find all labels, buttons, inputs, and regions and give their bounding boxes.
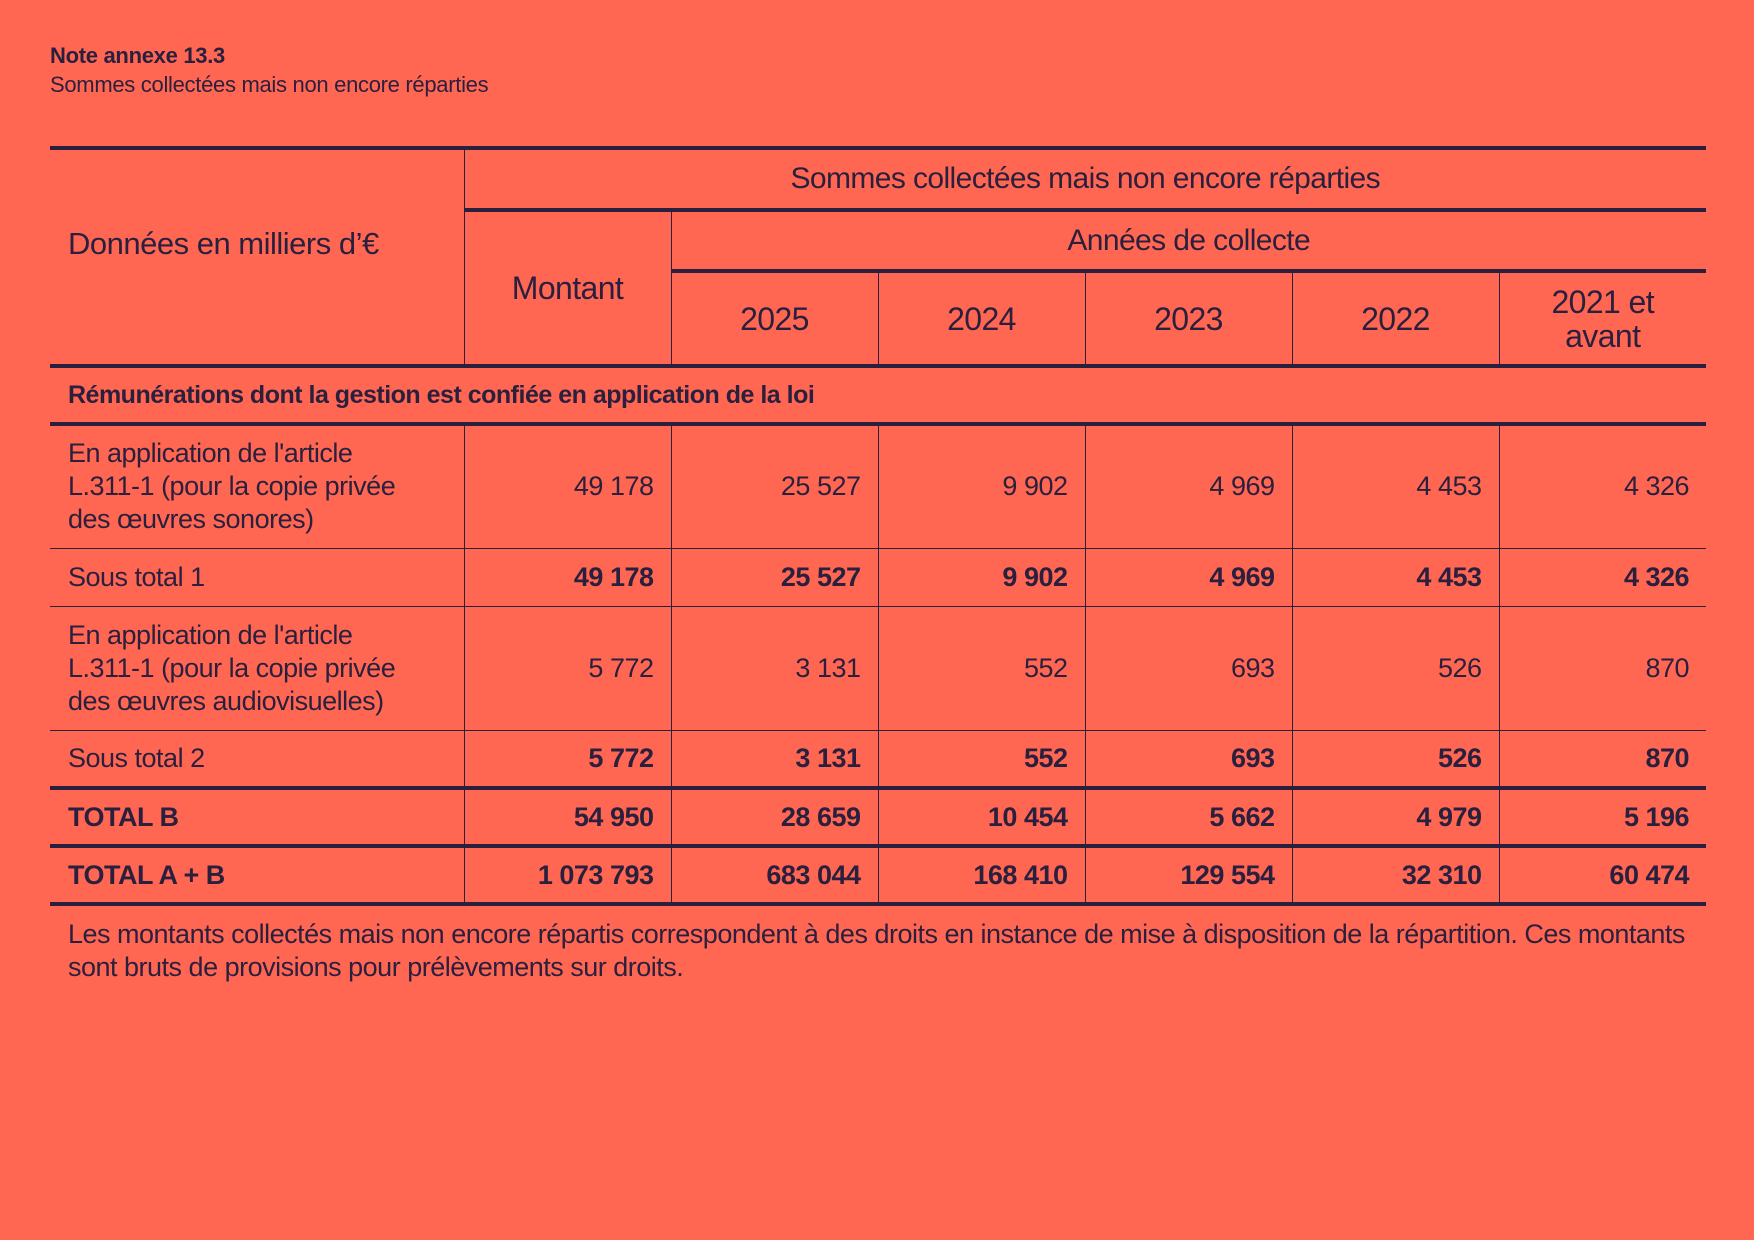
- year-value-cell: 9 902: [878, 548, 1085, 606]
- row-label: En application de l'article L.311-1 (pour la copie privée des œuvres audiovisuelles): [68, 619, 396, 716]
- table-row: [50, 548, 1706, 606]
- year-value-cell: 683 044: [671, 846, 878, 904]
- amount-cell: 54 950: [464, 788, 671, 846]
- year-value-cell: 526: [1292, 606, 1499, 730]
- collected-sums-table: [50, 146, 1706, 906]
- amount-cell: 49 178: [464, 548, 671, 606]
- amount-cell: 49 178: [464, 424, 671, 548]
- table-row: [50, 730, 1706, 788]
- row-label: TOTAL B: [68, 801, 179, 832]
- year-value-cell: 25 527: [671, 548, 878, 606]
- year-value-cell: 3 131: [671, 730, 878, 788]
- table-row: [50, 846, 1706, 904]
- table-row: [50, 606, 1706, 730]
- year-value-cell: 25 527: [671, 424, 878, 548]
- header-row-group: [50, 148, 1706, 210]
- footnote: Les montants collectés mais non encore répartis correspondent à des droits en instance de mise à disposition de la répartition. Ces montants sont bruts de provisions pour prélèvements sur droits.: [68, 919, 1685, 982]
- year-header: 2025: [671, 271, 878, 366]
- year-value-cell: 168 410: [878, 846, 1085, 904]
- amount-cell: 5 772: [464, 730, 671, 788]
- years-header: Années de collecte: [671, 210, 1706, 271]
- year-header: 2023: [1085, 271, 1292, 366]
- amount-header: Montant: [464, 210, 671, 366]
- year-value-cell: 4 326: [1499, 424, 1706, 548]
- year-value-cell: 60 474: [1499, 846, 1706, 904]
- year-value-cell: 4 326: [1499, 548, 1706, 606]
- year-value-cell: 552: [878, 730, 1085, 788]
- year-header: 2024: [878, 271, 1085, 366]
- year-value-cell: 32 310: [1292, 846, 1499, 904]
- year-header: 2021 et avant: [1499, 271, 1706, 366]
- year-value-cell: 3 131: [671, 606, 878, 730]
- amount-cell: 5 772: [464, 606, 671, 730]
- table-row: [50, 424, 1706, 548]
- year-value-cell: 4 453: [1292, 424, 1499, 548]
- year-value-cell: 4 979: [1292, 788, 1499, 846]
- year-value-cell: 5 662: [1085, 788, 1292, 846]
- year-value-cell: 870: [1499, 606, 1706, 730]
- group-header: Sommes collectées mais non encore réparties: [464, 148, 1706, 210]
- note-subtitle: Sommes collectées mais non encore réparties: [50, 72, 489, 97]
- year-value-cell: 5 196: [1499, 788, 1706, 846]
- year-value-cell: 10 454: [878, 788, 1085, 846]
- table-body: [50, 424, 1706, 904]
- section-row: [50, 366, 1706, 424]
- year-value-cell: 4 969: [1085, 424, 1292, 548]
- unit-label: Données en milliers d’€: [50, 148, 464, 366]
- row-label: TOTAL A + B: [68, 859, 225, 890]
- row-label: Sous total 1: [68, 561, 205, 592]
- year-header: 2022: [1292, 271, 1499, 366]
- note-title: Note annexe 13.3: [50, 43, 225, 68]
- year-value-cell: 4 453: [1292, 548, 1499, 606]
- section-title: Rémunérations dont la gestion est confiée en application de la loi: [68, 380, 815, 409]
- year-value-cell: 129 554: [1085, 846, 1292, 904]
- amount-cell: 1 073 793: [464, 846, 671, 904]
- note-header: [50, 42, 488, 100]
- year-value-cell: 870: [1499, 730, 1706, 788]
- year-value-cell: 9 902: [878, 424, 1085, 548]
- year-value-cell: 693: [1085, 730, 1292, 788]
- year-value-cell: 526: [1292, 730, 1499, 788]
- year-value-cell: 28 659: [671, 788, 878, 846]
- row-label: Sous total 2: [68, 742, 205, 773]
- year-value-cell: 4 969: [1085, 548, 1292, 606]
- row-label: En application de l'article L.311-1 (pour la copie privée des œuvres sonores): [68, 438, 396, 535]
- year-value-cell: 693: [1085, 606, 1292, 730]
- table-row: [50, 788, 1706, 846]
- year-value-cell: 552: [878, 606, 1085, 730]
